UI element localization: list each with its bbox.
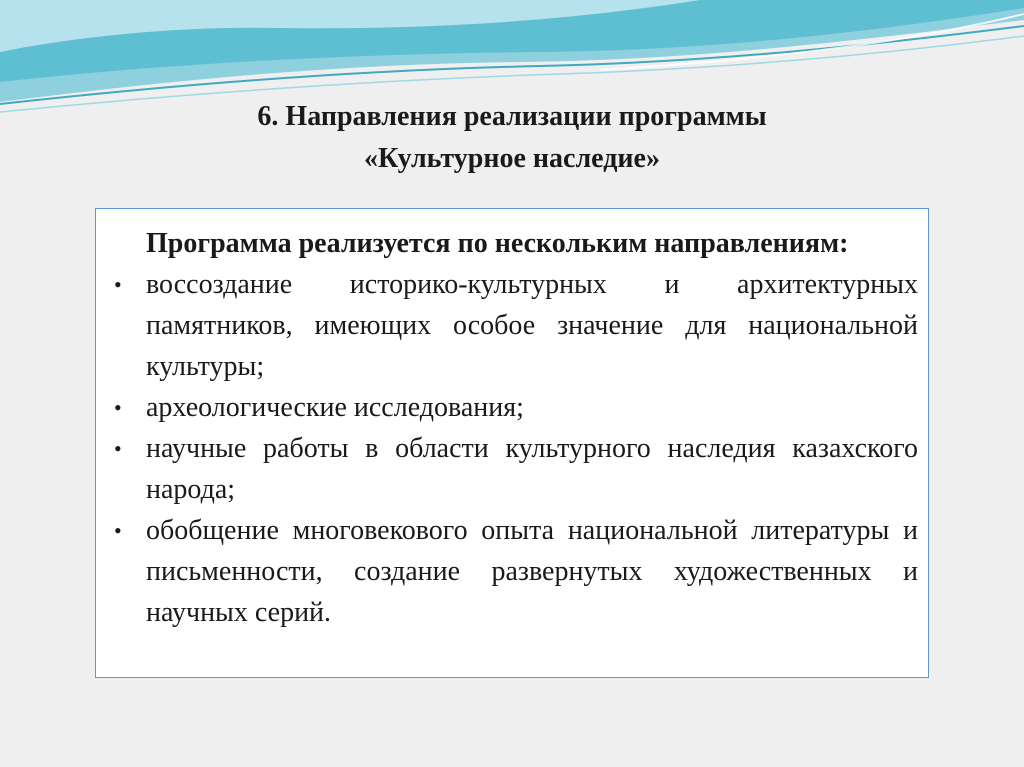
content-box [95,208,929,678]
bullet-text: археологические исследования; [146,392,524,423]
bullet-list [108,264,918,633]
bullet-icon [114,387,122,428]
bullet-item [108,428,918,510]
bullet-item [108,510,918,633]
bullet-item [108,387,918,428]
bullet-text: воссоздание историко-культурных и архитектурных памятников, имеющих особое значение для национальной культуры; [146,269,918,382]
bullet-icon [114,264,122,305]
slide-title-line-2: «Культурное наследие» [364,143,660,174]
bullet-text: обобщение многовекового опыта национальной литературы и письменности, создание развернутых художественных и научных серий. [146,515,918,628]
bullet-icon [114,510,122,551]
bullet-icon [114,428,122,469]
bullet-text: научные работы в области культурного наследия казахского народа; [146,433,918,505]
slide-title-line-1: 6. Направления реализации программы [257,101,767,132]
slide-title [0,96,1024,180]
bullet-item [108,264,918,387]
intro-paragraph: Программа реализуется по нескольким направлениям: [146,228,849,259]
